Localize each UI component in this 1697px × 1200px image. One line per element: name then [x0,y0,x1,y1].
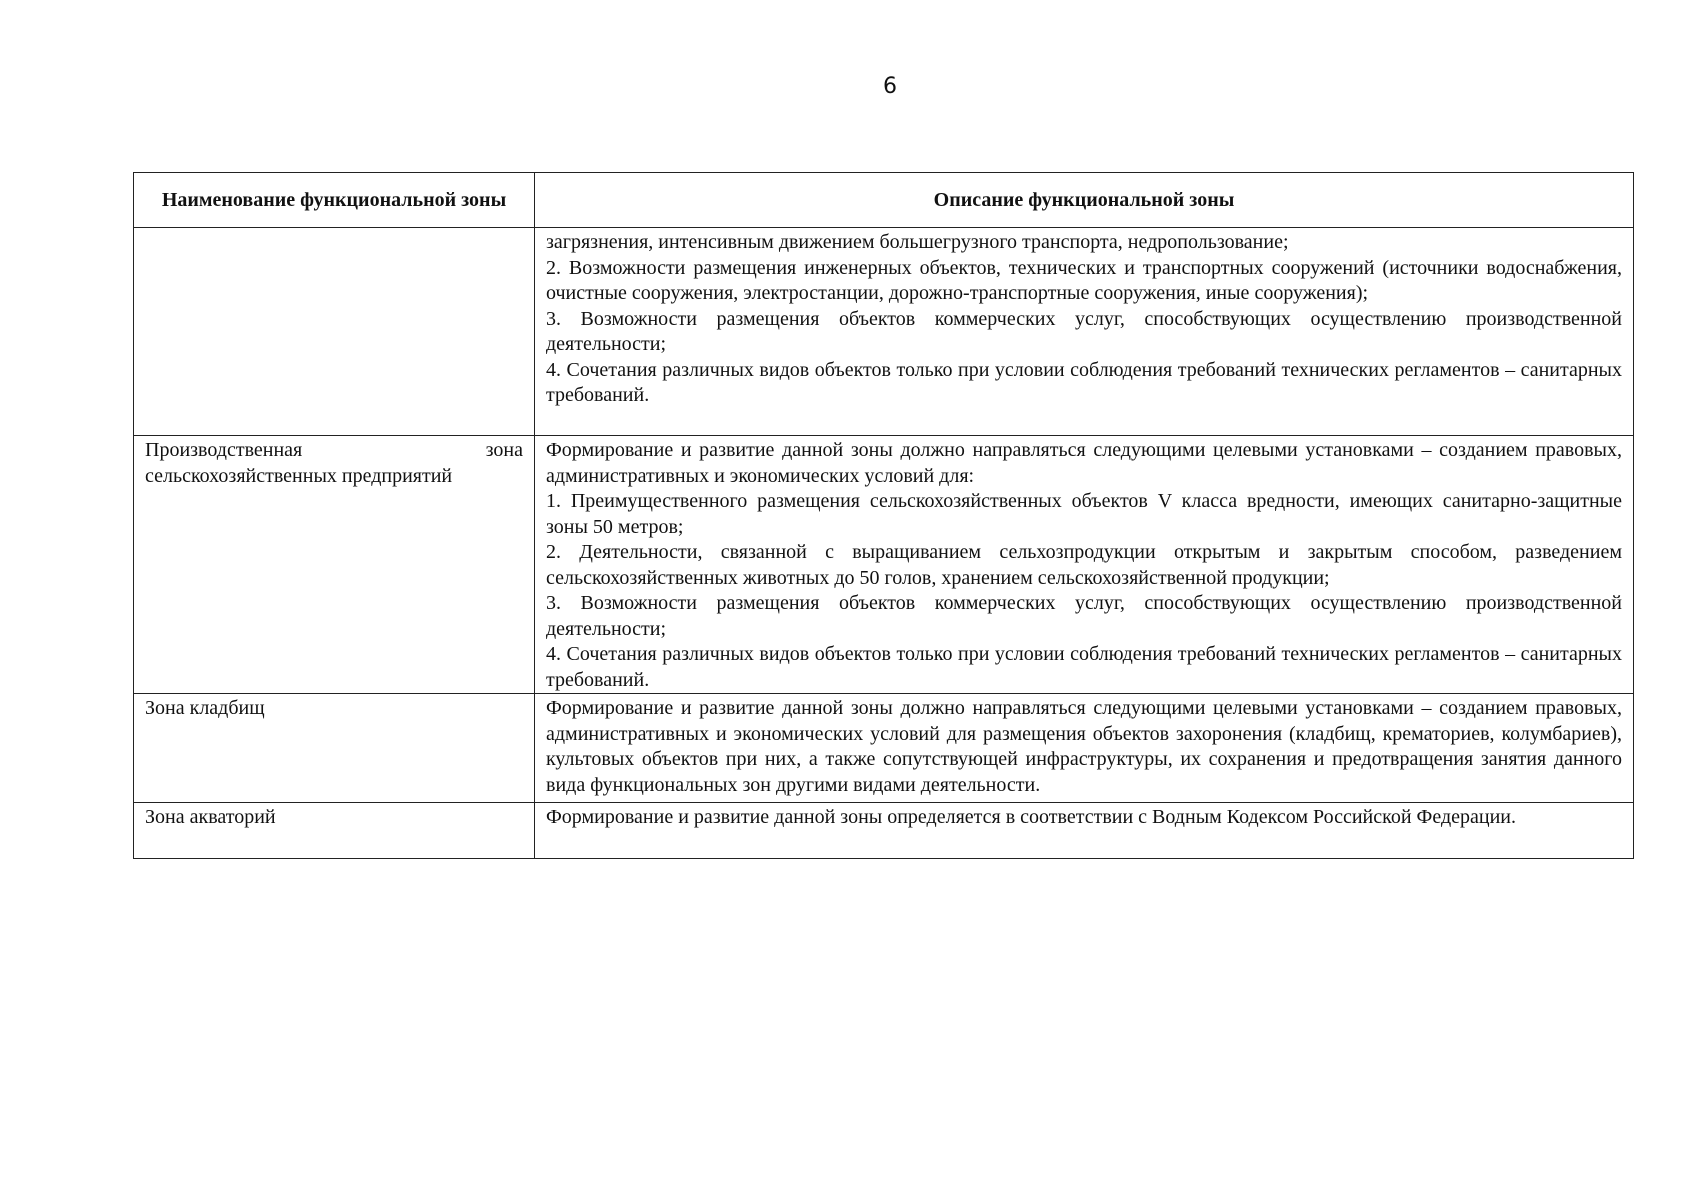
zone-description-cell [535,803,1634,859]
zone-description-cell [535,228,1634,436]
description-paragraph: 4. Сочетания различных видов объектов только при условии соблюдения требований технических регламентов – санитарных требований. [546,358,1622,406]
zone-description-cell [535,436,1634,694]
description-paragraph: Формирование и развитие данной зоны определяется в соответствии с Водным Кодексом Российской Федерации. [546,806,1516,828]
table-row-continuation [134,228,1634,436]
description-paragraph: 2. Деятельности, связанной с выращиванием сельхозпродукции открытым и закрытым способом, разведением сельскохозяйственных животных до 50 голов, хранением сельскохозяйственной продукции; [546,541,1622,589]
zone-name-cell: Производственная зона сельскохозяйственных предприятий [134,436,535,694]
description-paragraph: 3. Возможности размещения объектов коммерческих услуг, способствующих осуществлению производственной деятельности; [546,307,1622,355]
zone-name-cell [134,228,535,436]
header-zone-name: Наименование функциональной зоны [134,173,535,228]
table-row-cemetery-zone [134,694,1634,803]
description-paragraph: Формирование и развитие данной зоны должно направляться следующими целевыми установками – созданием правовых, административных и экономических условий для: [546,439,1622,487]
description-paragraph: 2. Возможности размещения инженерных объектов, технических и транспортных сооружений (источники водоснабжения, очистные сооружения, электростанции, дорожно-транспортные сооружения, иные сооружения); [546,256,1622,304]
table-row-agricultural-zone [134,436,1634,694]
description-paragraph: Формирование и развитие данной зоны должно направляться следующими целевыми установками – созданием правовых, административных и экономических условий для размещения объектов захоронения (кладбищ, крематориев, колумбариев), культовых объектов при них, а также сопутствующей инфраструктуры, их сохранения и предотвращения занятия данного вида функциональных зон другими видами деятельности. [546,697,1622,796]
zone-name-cell: Зона акваторий [134,803,535,859]
description-paragraph: 4. Сочетания различных видов объектов только при условии соблюдения требований технических регламентов – санитарных требований. [546,643,1622,691]
header-zone-description: Описание функциональной зоны [535,173,1634,228]
description-paragraph: загрязнения, интенсивным движением большегрузного транспорта, недропользование; [546,231,1289,253]
functional-zones-table [133,172,1634,859]
description-paragraph: 1. Преимущественного размещения сельскохозяйственных объектов V класса вредности, имеющих санитарно-защитные зоны 50 метров; [546,490,1622,538]
zone-name-cell: Зона кладбищ [134,694,535,803]
table-row-water-zone [134,803,1634,859]
table-header-row [134,173,1634,228]
zone-description-cell [535,694,1634,803]
description-paragraph: 3. Возможности размещения объектов коммерческих услуг, способствующих осуществлению производственной деятельности; [546,592,1622,640]
page-number: 6 [883,74,897,99]
